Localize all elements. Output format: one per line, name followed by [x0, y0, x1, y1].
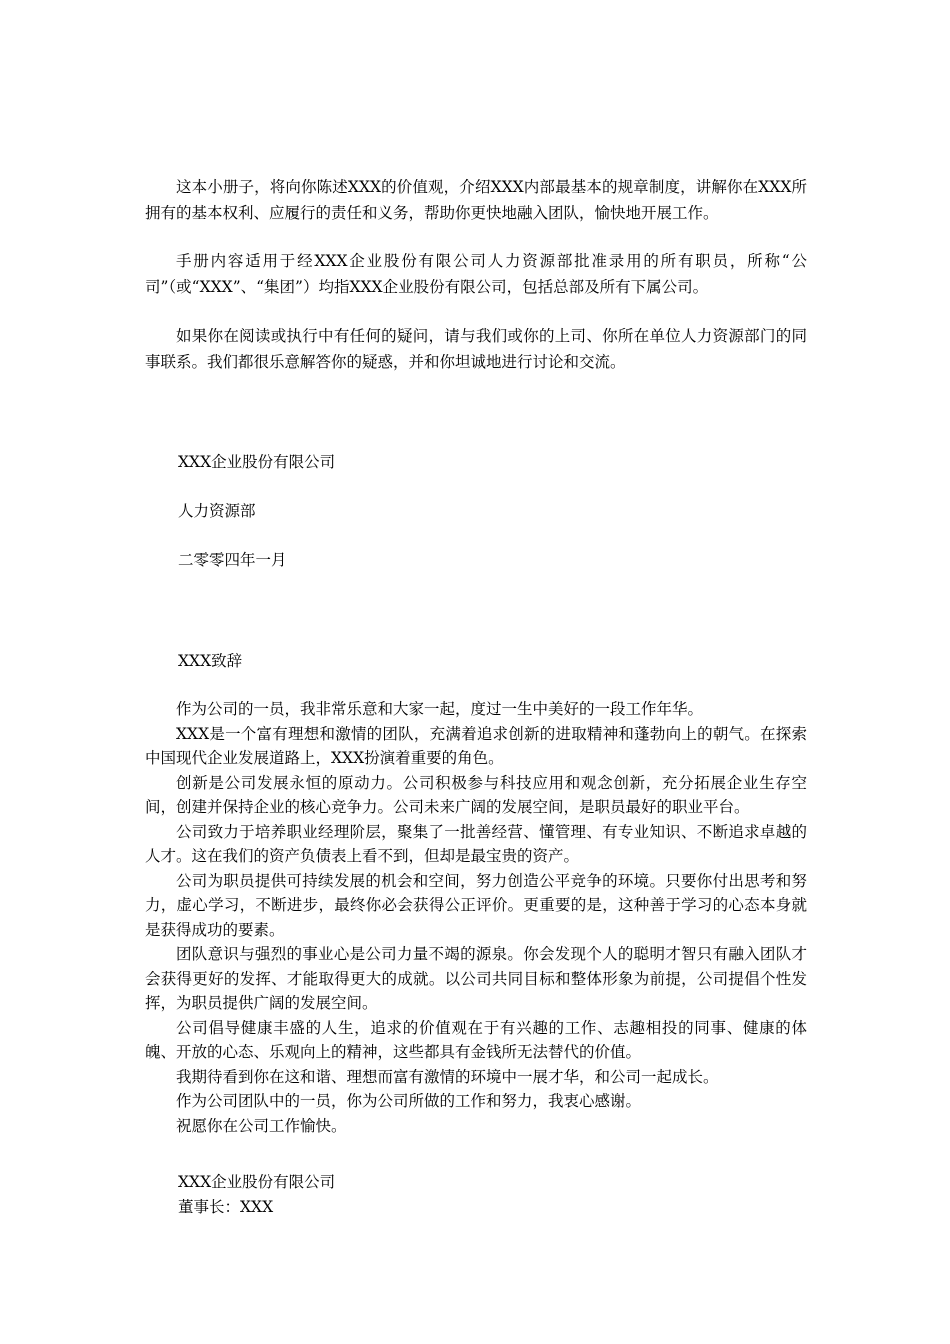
intro-signature-date: 二零零四年一月: [178, 551, 287, 569]
address-paragraph-2: XXX是一个富有理想和激情的团队，充满着追求创新的进取精神和蓬勃向上的朝气。在探索中国现代企业发展道路上，XXX扮演着重要的角色。: [145, 724, 807, 767]
address-signature-chairman: 董事长：XXX: [178, 1198, 274, 1216]
address-paragraph-5: 公司为职员提供可持续发展的机会和空间，努力创造公平竞争的环境。只要你付出思考和努力，虚心学习，不断进步，最终你必会获得公正评价。更重要的是，这种善于学习的心态本身就是获得成功的要素。: [145, 871, 807, 939]
address-paragraph-7: 公司倡导健康丰盛的人生，追求的价值观在于有兴趣的工作、志趣相投的同事、健康的体魄、开放的心态、乐观向上的精神，这些都具有金钱所无法替代的价值。: [145, 1018, 807, 1061]
address-body: [145, 697, 807, 1138]
intro-signature-company: XXX企业股份有限公司: [178, 453, 336, 471]
intro-paragraph-3: 如果你在阅读或执行中有任何的疑问，请与我们或你的上司、你所在单位人力资源部门的同事联系。我们都很乐意解答你的疑惑，并和你坦诚地进行讨论和交流。: [145, 327, 807, 371]
address-title: XXX致辞: [178, 652, 243, 670]
intro-paragraph-1: 这本小册子，将向你陈述XXX的价值观，介绍XXX内部最基本的规章制度，讲解你在XXX所拥有的基本权利、应履行的责任和义务，帮助你更快地融入团队，愉快地开展工作。: [145, 178, 807, 222]
intro-signature-department: 人力资源部: [178, 502, 256, 520]
address-paragraph-10: 祝愿你在公司工作愉快。: [176, 1116, 347, 1135]
address-paragraph-6: 团队意识与强烈的事业心是公司力量不竭的源泉。你会发现个人的聪明才智只有融入团队才会获得更好的发挥、才能取得更大的成就。以公司共同目标和整体形象为前提，公司提倡个性发挥，为职员提供广阔的发展空间。: [145, 945, 807, 1012]
address-signature-company: XXX企业股份有限公司: [178, 1173, 336, 1191]
address-paragraph-9: 作为公司团队中的一员，你为公司所做的工作和努力，我衷心感谢。: [176, 1092, 642, 1110]
intro-paragraph-2: 手册内容适用于经XXX企业股份有限公司人力资源部批准录用的所有职员，所称“公司”（或“XXX”、“集团”）均指XXX企业股份有限公司，包括总部及所有下属公司。: [145, 252, 807, 296]
address-paragraph-8: 我期待看到你在这和谐、理想而富有激情的环境中一展才华，和公司一起成长。: [176, 1067, 719, 1086]
address-paragraph-4: 公司致力于培养职业经理阶层，聚集了一批善经营、懂管理、有专业知识、不断追求卓越的人才。这在我们的资产负债表上看不到，但却是最宝贵的资产。: [145, 822, 807, 865]
address-paragraph-1: 作为公司的一员，我非常乐意和大家一起，度过一生中美好的一段工作年华。: [176, 700, 704, 718]
address-paragraph-3: 创新是公司发展永恒的原动力。公司积极参与科技应用和观念创新，充分拓展企业生存空间，创建并保持企业的核心竞争力。公司未来广阔的发展空间，是职员最好的职业平台。: [145, 773, 807, 816]
